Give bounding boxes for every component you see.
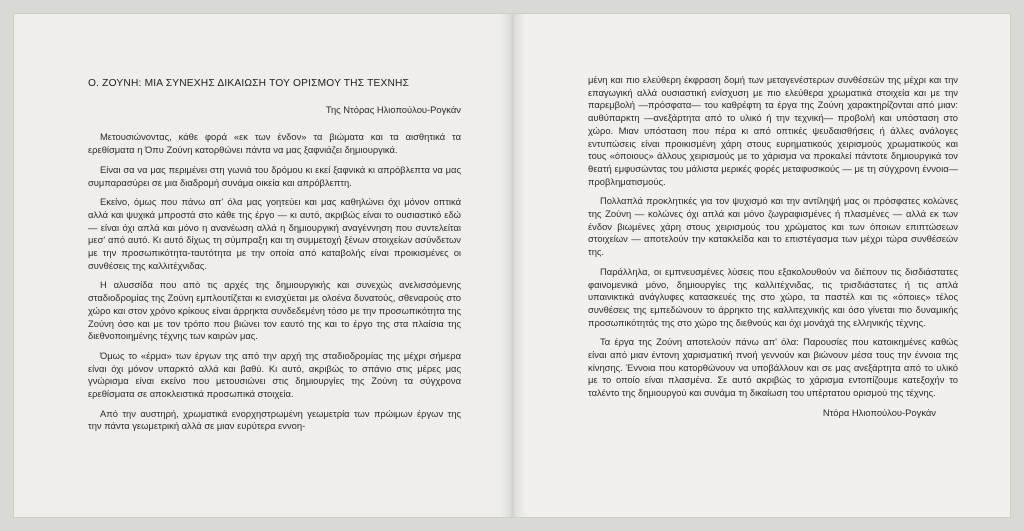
paragraph: Παράλληλα, οι εμπνευσμένες λύσεις που εξακολουθούν να διέπουν τις δισδιάστατες φαινομενικά μόνο, δημιουργίες της καλλιτέχνιδας, τις τρισδιάστατες ή τις απλά υπαινικτικά ανάγλυφες κατασκευές της στο χώρο, τα παστέλ και τις «όποιες» τέλος συνθέσεις της εμπεδώνουν το άρρηκτο της καλλιτεχνικής και όσο γίνεται πιο δυναμικής προσωπικότητάς της στο χώρο της διεθνούς και όχι μονάχά της ελληνικής τέχνης. xyxy=(588,265,958,328)
paragraph: Πολλαπλά προκλητικές για τον ψυχισμό και την αντίληψή μας οι πρόσφατες κολώνες της Ζούνη — κολώνες όχι απλά και μόνο ζωγραφισμένες ή πλασμένες — αλλά εκ των ένδον βιωμένες χάρη στους χειρισμούς του χρώματος και των όποιων επιπτώσεων στοιχείων — αποτελούν την κατακλείδα και το επιστέγασμα των μέχρι τώρα συνθέσεών της. xyxy=(588,195,958,258)
right-page xyxy=(513,14,1010,517)
article-title: Ο. ΖΟΥΝΗ: ΜΙΑ ΣΥΝΕΧΗΣ ΔΙΚΑΙΩΣΗ ΤΟΥ ΟΡΙΣΜΟΥ ΤΗΣ ΤΕΧΝΗΣ xyxy=(88,78,410,89)
booklet-spread xyxy=(14,14,1010,517)
paragraph: Τα έργα της Ζούνη αποτελούν πάνω απ' όλα: Παρουσίες που κατοικημένες καθώς είναι από μιαν έντονη χαρισματική πνοή γεννούν και βιώνουν μέσα τους την έννοια της κίνησης. Έννοια που κατορθώνουν να υποβάλλουν και σε μας ανεξάρτητα από το υλικό με το οποίο είναι πλασμένα. Σε αυτό ακριβώς το χάρισμα εντοπίζουμε κατεξοχήν το ταλέντο της δημιουργού και συνάμα τη δικαίωση του υπέρτατου ορισμού της τέχνης. xyxy=(588,336,958,399)
paragraph: Μετουσιώνοντας, κάθε φορά «εκ των ένδον» τα βιώματα και τα αισθητικά τα ερεθίσματα η Όπυ Ζούνη κατορθώνει πάντα να μας ξαφνιάζει δημιουργικά. xyxy=(88,131,461,156)
paragraph: Από την αυστηρή, χρωματικά ενορχηστρωμένη γεωμετρία των πρώιμων έργων της την πάντα γεωμετρική αλλά σε μιαν ευρύτερα εννοη- xyxy=(88,407,461,432)
paragraph: Η αλυσσίδα που από τις αρχές της δημιουργικής και συνεχώς ανελισσόμενης σταδιοδρομίας της Ζούνη εμπλουτίζεται κι ενισχύεται με ολοένα δυνατούς, σθεναρούς στο χώρο και στον χρόνο κρίκους είναι άρρηκτα συνδεδεμένη τόσο με την προσωπικότητα της Ζούνη όσο και με τον τρόπο που βιώνει τον εαυτό της και το έργο της στα πλαίσια της διεθνοποιημένης τέχνης των καιρών μας. xyxy=(88,279,461,342)
page-fold xyxy=(500,14,526,517)
paragraph: Είναι σα να μας περιμένει στη γωνιά του δρόμου κι εκεί ξαφνικά κι απρόβλεπτα να μας συμπαρασύρει σε μια διαδρομή συνάμα οικεία και απρόβλεπτη. xyxy=(88,163,461,188)
right-text-column xyxy=(588,74,958,420)
left-text-column xyxy=(88,78,461,440)
paragraph: μένη και πιο ελεύθερη έκφραση δομή των μεταγενέστερων συνθέσεών της μέχρι και την επαγωγική αλλά ουσιαστική ενίσχυση με πιο ελεύθερα χρωματικά στοιχεία και με την παρεμβολή —πρόσφατα— του καθρέφτη τα έργα της Ζούνη χαρακτηρίζονται από μιαν: αυθύπαρκτη —ανεξάρτητα από το υλικό ή την τεχνική— προβολή και υπόσταση στο χώρο. Μιαν υπόσταση που πέρα κι από οπτικές ψευδαισθήσεις ή άλλες ανάλογες εντυπώσεις είναι προικισμένη χάρη στους ευρηματικούς χειρισμούς χρωματικούς και τους «όποιους» άλλους χειρισμούς με το χάρισμα να προκαλεί πάντοτε δημιουργικά τον θεατή εμφυσώντας του μάλιστα μερικές φορές μεταφυσικούς — με τη σύγχρονη έννοια— προβληματισμούς. xyxy=(588,74,958,187)
left-page xyxy=(14,14,511,517)
paragraph: Εκείνο, όμως που πάνω απ' όλα μας γοητεύει και μας καθηλώνει όχι μόνον οπτικά αλλά και ψυχικά μπροστά στο κάθε της έργο — κι αυτό, ακριβώς είναι το ουσιαστικό εδώ — είναι όχι απλά και μόνο η ανανέωση αλλά η δημιουργική αναγέννηση που συντελείται μεσ' από αυτό. Κι αυτό δίχως τη σύμπραξη και τη συμμετοχή ξένων στοιχείων ασύνδετων με την προσωπικότητα-ταυτότητα με την οποία από καταβολής είναι προικισμένες οι συνθέσεις της καλλιτέχνιδας. xyxy=(88,196,461,271)
article-author: Της Ντόρας Ηλιοπούλου-Ρογκάν xyxy=(325,103,461,115)
author-signature: Ντόρα Ηλιοπούλου-Ρογκάν xyxy=(822,406,936,418)
paragraph: Όμως το «έρμα» των έργων της από την αρχή της σταδιοδρομίας της μέχρι σήμερα είναι όχι μόνον υπαρκτό αλλά και βαθύ. Κι αυτό, ακριβώς το σπάνιο στις μέρες μας γνώρισμα είναι εκείνο που μετουσιώνει στις δημιουργίες της Ζούνη τα σύγχρονα ερεθίσματα σε αποκλειστικά προσωπικά στοιχεία. xyxy=(88,349,461,400)
